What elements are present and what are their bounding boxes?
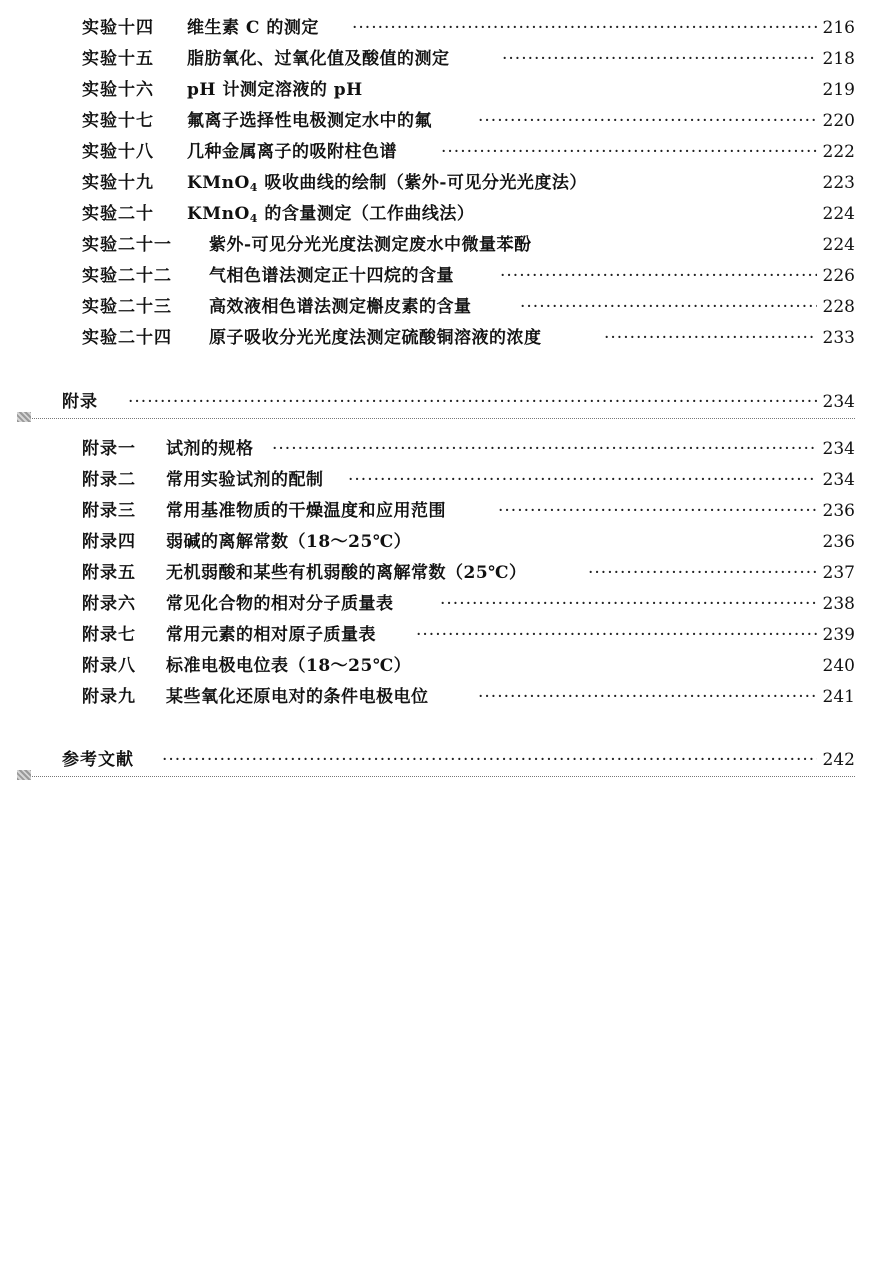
entry-title: 常用基准物质的干燥温度和应用范围 [166, 501, 446, 521]
dot-leader [162, 745, 817, 775]
dot-leader [128, 387, 817, 417]
dot-leader [352, 13, 817, 43]
entry-label: 实验二十四 [82, 328, 172, 348]
toc-entry[interactable] [0, 527, 895, 557]
entry-title: 氟离子选择性电极测定水中的氟 [187, 111, 432, 131]
entry-page-number: 223 [822, 173, 855, 193]
entry-label: 附录五 [82, 563, 136, 583]
section-page-number: 234 [822, 392, 855, 412]
entry-label: 实验十八 [82, 142, 154, 162]
dot-leader [441, 137, 817, 167]
toc-entry[interactable] [0, 44, 895, 74]
entry-label: 附录一 [82, 439, 136, 459]
entry-page-number: 226 [822, 266, 855, 286]
entry-title: pH 计测定溶液的 pH [187, 80, 363, 100]
entry-label: 附录四 [82, 532, 136, 552]
entry-label: 实验十五 [82, 49, 154, 69]
entry-title: 某些氧化还原电对的条件电极电位 [166, 687, 429, 707]
entry-page-number: 236 [822, 501, 855, 521]
entry-title: 无机弱酸和某些有机弱酸的离解常数（25℃） [166, 563, 527, 583]
toc-entry[interactable] [0, 465, 895, 495]
entry-page-number: 220 [822, 111, 855, 131]
entry-page-number: 237 [822, 563, 855, 583]
entry-page-number: 224 [822, 235, 855, 255]
entry-title: 紫外-可见分光光度法测定废水中微量苯酚 [209, 235, 532, 255]
section-label: 参考文献 [62, 750, 134, 770]
toc-entry[interactable] [0, 199, 895, 229]
dot-leader [478, 106, 817, 136]
entry-title: 弱碱的离解常数（18～25℃） [166, 532, 412, 552]
entry-page-number: 218 [822, 49, 855, 69]
entry-label: 实验二十二 [82, 266, 172, 286]
entry-title: 气相色谱法测定正十四烷的含量 [209, 266, 454, 286]
entry-label: 附录九 [82, 687, 136, 707]
entry-page-number: 219 [822, 80, 855, 100]
section-label: 附录 [62, 392, 98, 412]
dot-leader [348, 465, 817, 495]
entry-page-number: 216 [822, 18, 855, 38]
corner-marker [17, 412, 31, 422]
entry-label: 附录三 [82, 501, 136, 521]
entry-title: 脂肪氧化、过氧化值及酸值的测定 [187, 49, 450, 69]
dot-leader [478, 682, 817, 712]
entry-label: 实验二十 [82, 204, 154, 224]
section-heading-appendix[interactable] [0, 387, 895, 417]
section-page-number: 242 [822, 750, 855, 770]
entry-title: KMnO$_4$ 吸收曲线的绘制（紫外-可见分光光度法） [187, 173, 587, 194]
corner-marker [17, 770, 31, 780]
entry-label: 实验十九 [82, 173, 154, 193]
section-heading-references[interactable] [0, 745, 895, 775]
entry-page-number: 238 [822, 594, 855, 614]
toc-entry[interactable] [0, 13, 895, 43]
entry-title: 几种金属离子的吸附柱色谱 [187, 142, 397, 162]
entry-page-number: 239 [822, 625, 855, 645]
entry-page-number: 224 [822, 204, 855, 224]
entry-title: 原子吸收分光光度法测定硫酸铜溶液的浓度 [209, 328, 542, 348]
toc-entry[interactable] [0, 496, 895, 526]
entry-title: 维生素 C 的测定 [187, 18, 319, 38]
toc-entry[interactable] [0, 106, 895, 136]
toc-entry[interactable] [0, 558, 895, 588]
dot-leader [520, 292, 817, 322]
dot-leader [272, 434, 817, 464]
toc-entry[interactable] [0, 682, 895, 712]
section-divider [20, 418, 855, 419]
entry-title: KMnO$_4$ 的含量测定（工作曲线法） [187, 204, 475, 225]
dot-leader [498, 496, 817, 526]
toc-entry[interactable] [0, 75, 895, 105]
toc-entry[interactable] [0, 168, 895, 198]
entry-page-number: 228 [822, 297, 855, 317]
entry-title: 标准电极电位表（18～25℃） [166, 656, 412, 676]
entry-label: 附录六 [82, 594, 136, 614]
entry-label: 实验十六 [82, 80, 154, 100]
entry-label: 实验二十一 [82, 235, 172, 255]
dot-leader [500, 261, 817, 291]
toc-entry[interactable] [0, 323, 895, 353]
toc-entry[interactable] [0, 620, 895, 650]
entry-page-number: 234 [822, 470, 855, 490]
toc-entry[interactable] [0, 137, 895, 167]
entry-title: 常见化合物的相对分子质量表 [166, 594, 394, 614]
entry-page-number: 236 [822, 532, 855, 552]
dot-leader [440, 589, 817, 619]
entry-page-number: 240 [822, 656, 855, 676]
entry-title: 常用元素的相对原子质量表 [166, 625, 376, 645]
entry-page-number: 234 [822, 439, 855, 459]
entry-title: 高效液相色谱法测定槲皮素的含量 [209, 297, 472, 317]
entry-page-number: 233 [822, 328, 855, 348]
entry-page-number: 241 [822, 687, 855, 707]
entry-label: 附录八 [82, 656, 136, 676]
dot-leader [604, 323, 817, 353]
section-divider [20, 776, 855, 777]
entry-title: 试剂的规格 [166, 439, 254, 459]
dot-leader [588, 558, 817, 588]
entry-label: 实验十四 [82, 18, 154, 38]
entry-title: 常用实验试剂的配制 [166, 470, 324, 490]
entry-label: 实验二十三 [82, 297, 172, 317]
entry-page-number: 222 [822, 142, 855, 162]
dot-leader [416, 620, 817, 650]
toc-entry[interactable] [0, 651, 895, 681]
toc-entry[interactable] [0, 434, 895, 464]
toc-entry[interactable] [0, 292, 895, 322]
entry-label: 实验十七 [82, 111, 154, 131]
entry-label: 附录二 [82, 470, 136, 490]
dot-leader [502, 44, 817, 74]
toc-entry[interactable] [0, 589, 895, 619]
entry-label: 附录七 [82, 625, 136, 645]
toc-entry[interactable] [0, 261, 895, 291]
toc-entry[interactable] [0, 230, 895, 260]
